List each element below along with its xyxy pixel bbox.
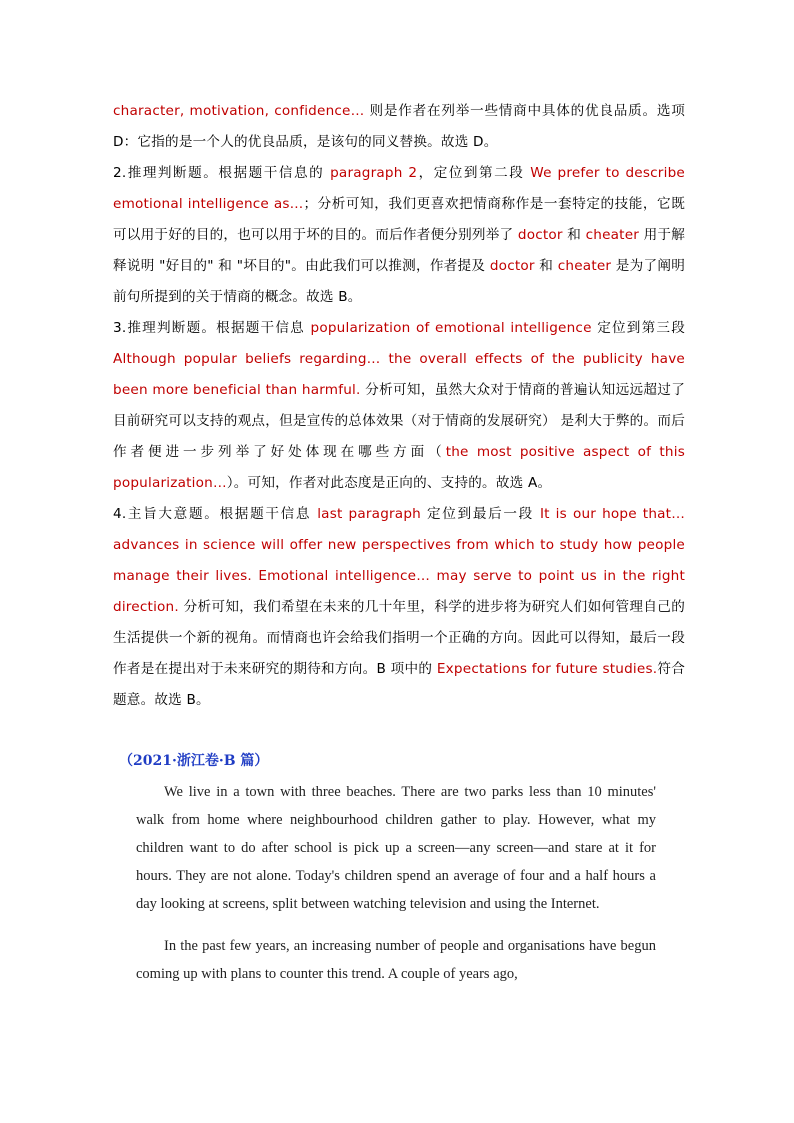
explanation-paragraph-3 (113, 313, 685, 499)
explanation-text: 分析可知，我们希望在未来的几十年里，科学的进步将为研究人们如何管理自己的生活提供一个新的视角。而情商也许会给我们指明一个正确的方向。因此可以得知，最后一段作者是在提出对于未来研究的期待和方向。B 项中的 (113, 599, 685, 677)
explanation-text: 和 (534, 258, 558, 274)
quoted-text: We prefer to describe emotional intelligence as… (113, 165, 685, 212)
quoted-text: paragraph 2 (324, 165, 418, 181)
passage-paragraph-1: We live in a town with three beaches. There are two parks less than 10 minutes' walk from home where neighbourhood children gather to play. However, what my children want to do after school is pick up a screen—any screen—and stare at it for hours. They are not alone. Today's children spend an average of four and a half hours a day looking at screens, split between watching television and using the Internet. (136, 784, 656, 912)
explanation-text: 分析可知，虽然大众对于情商的普遍认知远远超过了目前研究可以支持的观点，但是宣传的总体效果（对于情商的发展研究） 是利大于弊的。而后作者便进一步列举了好处体现在哪些方面（ (113, 382, 685, 460)
explanation-text: 用于解释说明 "好目的" 和 "坏目的"。由此我们可以推测，作者提及 (113, 227, 685, 274)
quoted-text: doctor (517, 227, 563, 243)
quoted-text: doctor (489, 258, 535, 274)
quoted-text: character, motivation, confidence… (113, 103, 365, 119)
explanation-text: 和 (562, 227, 586, 243)
explanation-text: ，定位到第二段 (417, 165, 531, 181)
question-label: 2.推理判断题。根据题干信息的 (113, 165, 325, 181)
explanation-text: 是为了阐明前句所提到的关于情商的概念。故选 B。 (113, 258, 685, 305)
explanation-paragraph-4 (113, 499, 685, 716)
explanation-text: 符合题意。故选 B。 (113, 661, 686, 708)
explanation-paragraph-1 (113, 96, 685, 158)
quoted-text: cheater (557, 258, 612, 274)
question-label: 3.推理判断题。根据题干信息 (113, 320, 311, 336)
quoted-text: popularization of emotional intelligence (310, 320, 592, 336)
explanation-text: 则是作者在列举一些情商中具体的优良品质。选项 D：它指的是一个人的优良品质，是该句的同义替换。故选 D。 (113, 103, 685, 150)
quoted-text: cheater (585, 227, 640, 243)
explanation-text: ；分析可知，我们更喜欢把情商称作是一套特定的技能，它既可以用于好的目的，也可以用于坏的目的。而后作者便分别列举了 (113, 196, 685, 243)
explanation-paragraph-2 (113, 158, 685, 313)
quoted-text: the most positive aspect of this popularization… (113, 444, 685, 491)
question-label: 4.主旨大意题。根据题干信息 (113, 506, 318, 522)
quoted-text: Although popular beliefs regarding… the overall effects of the publicity have been more beneficial than harmful. (113, 351, 685, 398)
section-heading: （2021·浙江卷·B 篇） (119, 753, 269, 769)
answer-explanation (113, 96, 685, 716)
quoted-text: last paragraph (317, 506, 421, 522)
explanation-text: 定位到最后一段 (420, 506, 540, 522)
explanation-text: ）。可知，作者对此态度是正向的、支持的。故选 A。 (226, 475, 552, 491)
quoted-text: It is our hope that… advances in science will offer new perspectives from which to study how people manage their lives. Emotional intelligence… may serve to point us in the right direction. (113, 506, 685, 615)
explanation-text: 定位到第三段 (591, 320, 685, 336)
quoted-text: Expectations for future studies. (436, 661, 658, 677)
reading-passage (136, 778, 656, 1002)
passage-paragraph-2: In the past few years, an increasing number of people and organisations have begun coming up with plans to counter this trend. A couple of years ago, (136, 938, 656, 982)
